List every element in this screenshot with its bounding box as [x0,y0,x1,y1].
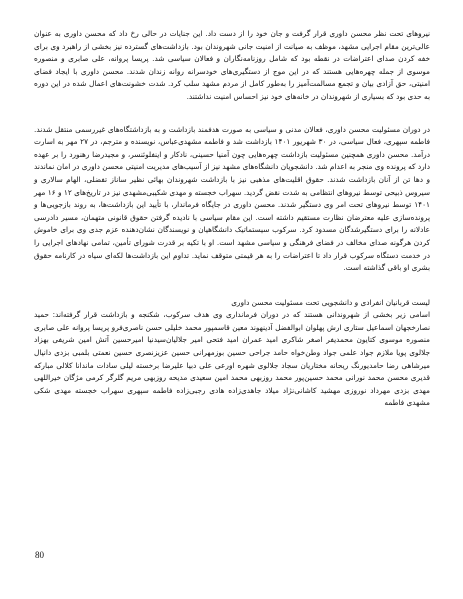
document-page [34,28,430,410]
paragraph-3: لیست قربانیان انفرادی و دانشجویی تحت مسئولیت محسن داوری اسامی زیر بخشی از شهروندانی هستند که در دوران فرمانداری وی هدف سرکوب، شکنجه و بازداشت قرار گرفته‌اند: حمید نصارخجهان اسماعیل ستاری ارش پهلوان ابوالفضل آدینهوند معین قاسمپور محمد خلیلی حسن ناصری‌فرو پریسا پروانه علی صابری منصوره موسوی کتایون محمدیفر اصغر شاکری امید عمران امید فتحی امیر جلالیان‌سیدنیا امیرحسین آتش امین شریفی بهزاد جلالوی پویا ملازم جواد علمی جواد وطن‌خواه حامد جراحی حسین بوزمهرانی حسین عزیزنصری حسین نعمتی بلمبی بزدی دانیال میرشاهی رضا حامدیورنگ ریحانه مختاریان سجاد جلالوی شهره اورعی علی دبیا علیرضا برخسته لیلی سادات ماندانا کلالی مبارکه قدیری محسن محمد نورانی محمد حسین‌پور محمد روزبهی محمد امین سعیدی مدیحه روزبهی مریم گلرگر کرمی مژگان خیراللهی مهدی بزدی مهرداد نوروزی مهشید کاشانی‌نژاد میلاد جاهدی‌زاده هادی رجبی‌زاده فاطمه سپهری سهراب خجسته مهدی شکی مشهدی فاطمه [34,297,430,408]
paragraph-2: در دوران مسئولیت محسن داوری، فعالان مدنی و سیاسی به صورت هدفمند بازداشت و به بازداشتگاه‌های غیررسمی منتقل شدند. فاطمه سپهری، فعال سیاسی، در ۳۰ شهریور ۱۴۰۱ بازداشت شد و فاطمه مشهدی‌عباس، نویسنده و مترجم، در ۲۷ مهر به اسارت درآمد. محسن داوری همچنین مسئولیت بازداشت چهره‌هایی چون آمنیا حسینی، نادکار و اینفلوئنسر، و مجیدرضا رهنورد را بر عهده دارد که پرونده وی منجر به اعدام شد. دانشجویان دانشگاه‌های مشهد نیز از آسیب‌های مدیریت امنیتی محسن داوری در امان نماندند و دها تن از آنان بازداشت شدند. حقوق اقلیت‌های مذهبی نیز با بازداشت شهروندان بهائی نظیر ساناز تفضلی، الهام سالاری و سیروس ذبیحی توسط نیروهای انتظامی به شدت نقض گردید. سهراب خجسته و مهدی شکیبی‌مشهدی نیز در تاریخ‌های ۱۲ و ۱۶ مهر ۱۴۰۱ توسط نیروهای تحت امر وی دستگیر شدند. محسن داوری در جایگاه فرماندار، با تأیید این بازداشت‌ها، به روند بازجویی‌ها و پرونده‌سازی علیه معترضان نظارت مستقیم داشته است. این مقام سیاسی با نادیده گرفتن حقوق قانونی متهمان، مسیر دادرسی عادلانه را برای دستگیرشدگان مسدود کرد. سرکوب سیستماتیک دانشگاهیان و نویسندگان نشان‌دهنده عزم جدی وی برای خاموش کردن هرگونه صدای مخالف در فضای فرهنگی و سیاسی مشهد است. او با تکیه بر قدرت شورای تأمین، تمامی نهادهای اجرایی را در خدمت دستگاه سرکوب قرار داد تا اعتراضات را به هر قیمتی متوقف نماید. تداوم این بازداشت‌ها لکه‌ای سیاه در کارنامه حقوق بشری او باقی گذاشته است. [34,124,430,273]
paragraph-1: نیروهای تحت نظر محسن داوری قرار گرفت و جان خود را از دست داد. این جنایات در حالی رخ داد که محسن داوری به عنوان عالی‌ترین مقام اجرایی مشهد، موظف به صیانت از امنیت جانی شهروندان بود. بازداشت‌های گسترده نیز بخشی از راهبرد وی برای خفه کردن صدای اعتراضات در نقطه بود که شامل روزنامه‌نگاران و فعالان سیاسی شد. پریسا پروانه، علی صابری و منصوره موسوی از جمله چهره‌هایی هستند که در این موج از دستگیری‌های خودسرانه روانه زندان شدند. محسن داوری با ایجاد فضای امنیتی، حق آزادی بیان و تجمع مسالمت‌آمیز را به‌طور کامل از مردم مشهد سلب کرد. شدت خشونت‌های اعمال شده در این دوره به حدی بود که بسیاری از شهروندان در خانه‌های خود نیز احساس امنیت نداشتند. [34,29,430,101]
page-number: 80 [35,550,44,560]
